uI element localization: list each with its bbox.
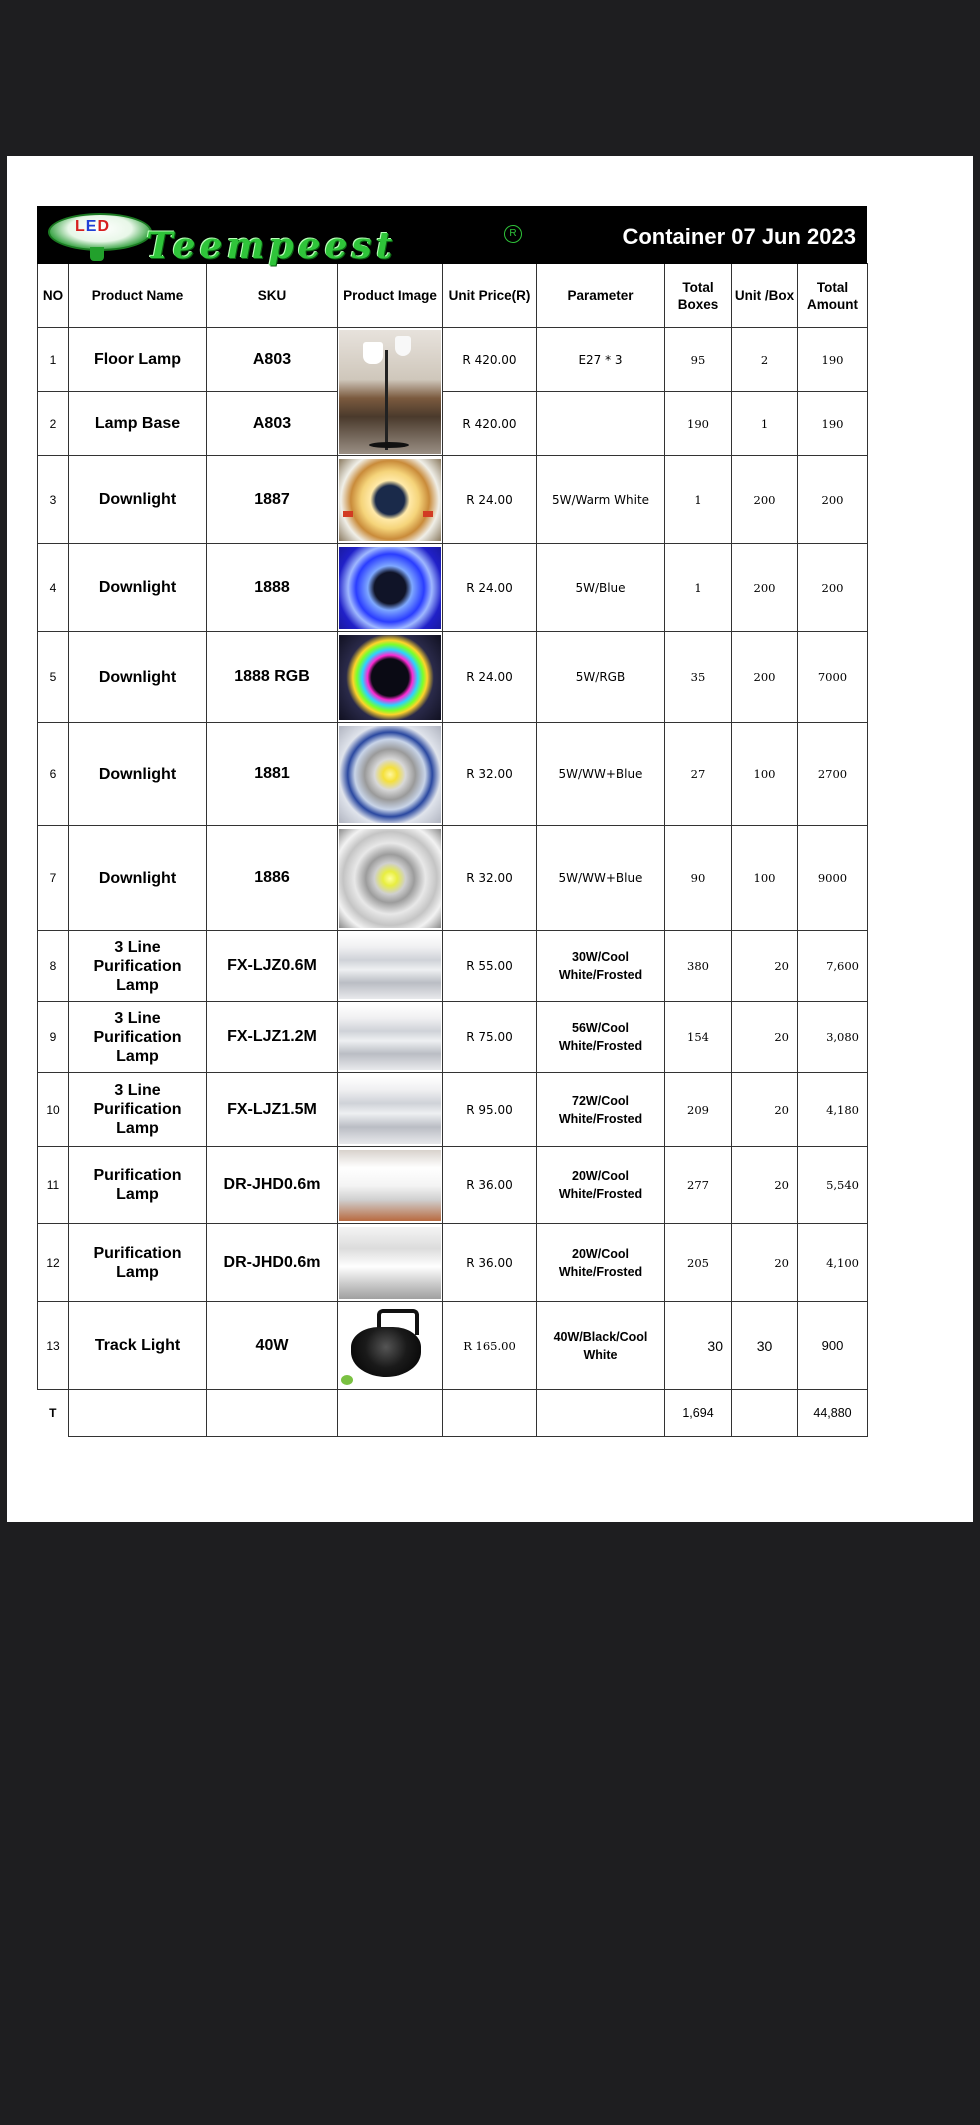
parameter: 5W/Warm White [537, 456, 665, 544]
parameter: 5W/RGB [537, 632, 665, 723]
row-no: 13 [38, 1302, 69, 1390]
parameter: 40W/Black/Cool White [537, 1302, 665, 1390]
sku: 1888 RGB [207, 632, 338, 723]
row-no: 1 [38, 328, 69, 392]
col-unit-box: Unit /Box [732, 264, 798, 328]
total-boxes: 154 [665, 1002, 732, 1073]
product-image-cell [338, 1302, 443, 1390]
parameter: 56W/Cool White/Frosted [537, 1002, 665, 1073]
total-boxes: 90 [665, 826, 732, 931]
sku: 1888 [207, 544, 338, 632]
product-image-cell [338, 456, 443, 544]
parameter: 20W/Cool White/Frosted [537, 1224, 665, 1302]
parameter: 5W/WW+Blue [537, 723, 665, 826]
sku: FX-LJZ0.6M [207, 931, 338, 1002]
totals-amount: 44,880 [798, 1390, 868, 1437]
product-name: 3 Line Purification Lamp [69, 931, 207, 1002]
product-name: Downlight [69, 456, 207, 544]
row-no: 9 [38, 1002, 69, 1073]
parameter: 30W/Cool White/Frosted [537, 931, 665, 1002]
product-table [37, 263, 868, 1437]
product-name: Lamp Base [69, 392, 207, 456]
unit-per-box: 30 [732, 1302, 798, 1390]
row-no: 12 [38, 1224, 69, 1302]
product-image-cell [338, 826, 443, 931]
total-boxes: 35 [665, 632, 732, 723]
parameter: E27 * 3 [537, 328, 665, 392]
unit-per-box: 100 [732, 826, 798, 931]
table-row [38, 328, 868, 392]
totals-empty-cell [732, 1390, 798, 1437]
product-name: Downlight [69, 632, 207, 723]
sku: 1887 [207, 456, 338, 544]
downlight-jewel-image [339, 726, 441, 823]
unit-price: R 95.00 [443, 1073, 537, 1147]
row-no: 11 [38, 1147, 69, 1224]
unit-price: R 32.00 [443, 826, 537, 931]
total-amount: 4,180 [798, 1073, 868, 1147]
product-image-cell [338, 1002, 443, 1073]
tube-lamp-image [339, 1150, 441, 1221]
total-amount: 2700 [798, 723, 868, 826]
document-page [7, 156, 973, 1522]
total-boxes: 209 [665, 1073, 732, 1147]
unit-per-box: 200 [732, 456, 798, 544]
total-amount: 190 [798, 392, 868, 456]
table-row [38, 632, 868, 723]
col-parameter: Parameter [537, 264, 665, 328]
sku: FX-LJZ1.2M [207, 1002, 338, 1073]
totals-empty-cell [69, 1390, 207, 1437]
table-row [38, 931, 868, 1002]
track-light-image [339, 1305, 441, 1387]
total-amount: 200 [798, 456, 868, 544]
downlight-rgb-image [339, 635, 441, 720]
totals-empty-cell [537, 1390, 665, 1437]
parameter: 72W/Cool White/Frosted [537, 1073, 665, 1147]
total-boxes: 1 [665, 544, 732, 632]
unit-per-box: 200 [732, 544, 798, 632]
product-name: Downlight [69, 723, 207, 826]
col-total-boxes: Total Boxes [665, 264, 732, 328]
col-product-image: Product Image [338, 264, 443, 328]
product-image-cell [338, 632, 443, 723]
header-row [38, 264, 868, 328]
parameter: 5W/Blue [537, 544, 665, 632]
sku: A803 [207, 392, 338, 456]
unit-per-box: 1 [732, 392, 798, 456]
sku: FX-LJZ1.5M [207, 1073, 338, 1147]
total-amount: 7000 [798, 632, 868, 723]
product-image-cell [338, 1073, 443, 1147]
col-unit-price: Unit Price(R) [443, 264, 537, 328]
table-row [38, 1002, 868, 1073]
row-no: 5 [38, 632, 69, 723]
col-total-amount: Total Amount [798, 264, 868, 328]
total-boxes: 380 [665, 931, 732, 1002]
unit-price: R 24.00 [443, 632, 537, 723]
sku: 1886 [207, 826, 338, 931]
table-row [38, 1073, 868, 1147]
price-sheet [37, 206, 867, 1437]
row-no: 10 [38, 1073, 69, 1147]
parameter [537, 392, 665, 456]
product-name: 3 Line Purification Lamp [69, 1002, 207, 1073]
total-amount: 9000 [798, 826, 868, 931]
table-row [38, 544, 868, 632]
sku: 1881 [207, 723, 338, 826]
sku: DR-JHD0.6m [207, 1147, 338, 1224]
product-image-cell [338, 544, 443, 632]
col-no: NO [38, 264, 69, 328]
unit-per-box: 20 [732, 1147, 798, 1224]
unit-price: R 165.00 [443, 1302, 537, 1390]
total-boxes: 205 [665, 1224, 732, 1302]
brand-name: Teempeest [146, 225, 397, 267]
unit-per-box: 20 [732, 1224, 798, 1302]
total-boxes: 277 [665, 1147, 732, 1224]
product-name: Purification Lamp [69, 1224, 207, 1302]
unit-per-box: 100 [732, 723, 798, 826]
row-no: 8 [38, 931, 69, 1002]
product-image-cell [338, 328, 443, 456]
product-name: Track Light [69, 1302, 207, 1390]
table-row [38, 1302, 868, 1390]
product-image-cell [338, 1224, 443, 1302]
row-no: 6 [38, 723, 69, 826]
table-row [38, 723, 868, 826]
total-boxes: 95 [665, 328, 732, 392]
unit-per-box: 20 [732, 1073, 798, 1147]
total-amount: 5,540 [798, 1147, 868, 1224]
total-amount: 190 [798, 328, 868, 392]
parameter: 20W/Cool White/Frosted [537, 1147, 665, 1224]
table-row [38, 392, 868, 456]
product-image-cell [338, 931, 443, 1002]
total-amount: 4,100 [798, 1224, 868, 1302]
total-boxes: 1 [665, 456, 732, 544]
product-name: Downlight [69, 544, 207, 632]
total-boxes: 30 [665, 1302, 732, 1390]
unit-price: R 36.00 [443, 1224, 537, 1302]
totals-empty-cell [443, 1390, 537, 1437]
col-sku: SKU [207, 264, 338, 328]
header-banner [37, 206, 867, 267]
unit-price: R 420.00 [443, 392, 537, 456]
total-boxes: 190 [665, 392, 732, 456]
row-no: 2 [38, 392, 69, 456]
product-image-cell [338, 723, 443, 826]
unit-per-box: 200 [732, 632, 798, 723]
total-boxes: 27 [665, 723, 732, 826]
tube-lamp-image [339, 1227, 441, 1299]
product-name: 3 Line Purification Lamp [69, 1073, 207, 1147]
sku: DR-JHD0.6m [207, 1224, 338, 1302]
purification-lamp-image [339, 934, 441, 999]
col-product-name: Product Name [69, 264, 207, 328]
totals-label: T [38, 1390, 69, 1437]
product-name: Purification Lamp [69, 1147, 207, 1224]
total-amount: 200 [798, 544, 868, 632]
purification-lamp-image [339, 1076, 441, 1144]
table-row [38, 1224, 868, 1302]
sku: A803 [207, 328, 338, 392]
container-title: Container 07 Jun 2023 [622, 224, 856, 249]
unit-per-box: 2 [732, 328, 798, 392]
sku: 40W [207, 1302, 338, 1390]
unit-price: R 32.00 [443, 723, 537, 826]
unit-price: R 36.00 [443, 1147, 537, 1224]
registered-mark-icon: R [504, 225, 522, 243]
unit-per-box: 20 [732, 1002, 798, 1073]
product-name: Downlight [69, 826, 207, 931]
row-no: 7 [38, 826, 69, 931]
table-row [38, 456, 868, 544]
unit-price: R 75.00 [443, 1002, 537, 1073]
purification-lamp-image [339, 1005, 441, 1070]
unit-price: R 24.00 [443, 544, 537, 632]
table-row [38, 1147, 868, 1224]
downlight-blue-image [339, 547, 441, 629]
bulb-stem-icon [90, 247, 104, 261]
total-amount: 3,080 [798, 1002, 868, 1073]
totals-row [38, 1390, 868, 1437]
total-amount: 900 [798, 1302, 868, 1390]
downlight-cob-image [339, 829, 441, 928]
table-row [38, 826, 868, 931]
unit-price: R 24.00 [443, 456, 537, 544]
unit-price: R 420.00 [443, 328, 537, 392]
product-image-cell [338, 1147, 443, 1224]
unit-per-box: 20 [732, 931, 798, 1002]
floor-lamp-image [339, 330, 441, 454]
product-name: Floor Lamp [69, 328, 207, 392]
total-amount: 7,600 [798, 931, 868, 1002]
totals-empty-cell [338, 1390, 443, 1437]
totals-boxes: 1,694 [665, 1390, 732, 1437]
row-no: 4 [38, 544, 69, 632]
unit-price: R 55.00 [443, 931, 537, 1002]
logo-led-text: LED [75, 218, 111, 235]
row-no: 3 [38, 456, 69, 544]
totals-empty-cell [207, 1390, 338, 1437]
downlight-warm-image [339, 459, 441, 541]
parameter: 5W/WW+Blue [537, 826, 665, 931]
